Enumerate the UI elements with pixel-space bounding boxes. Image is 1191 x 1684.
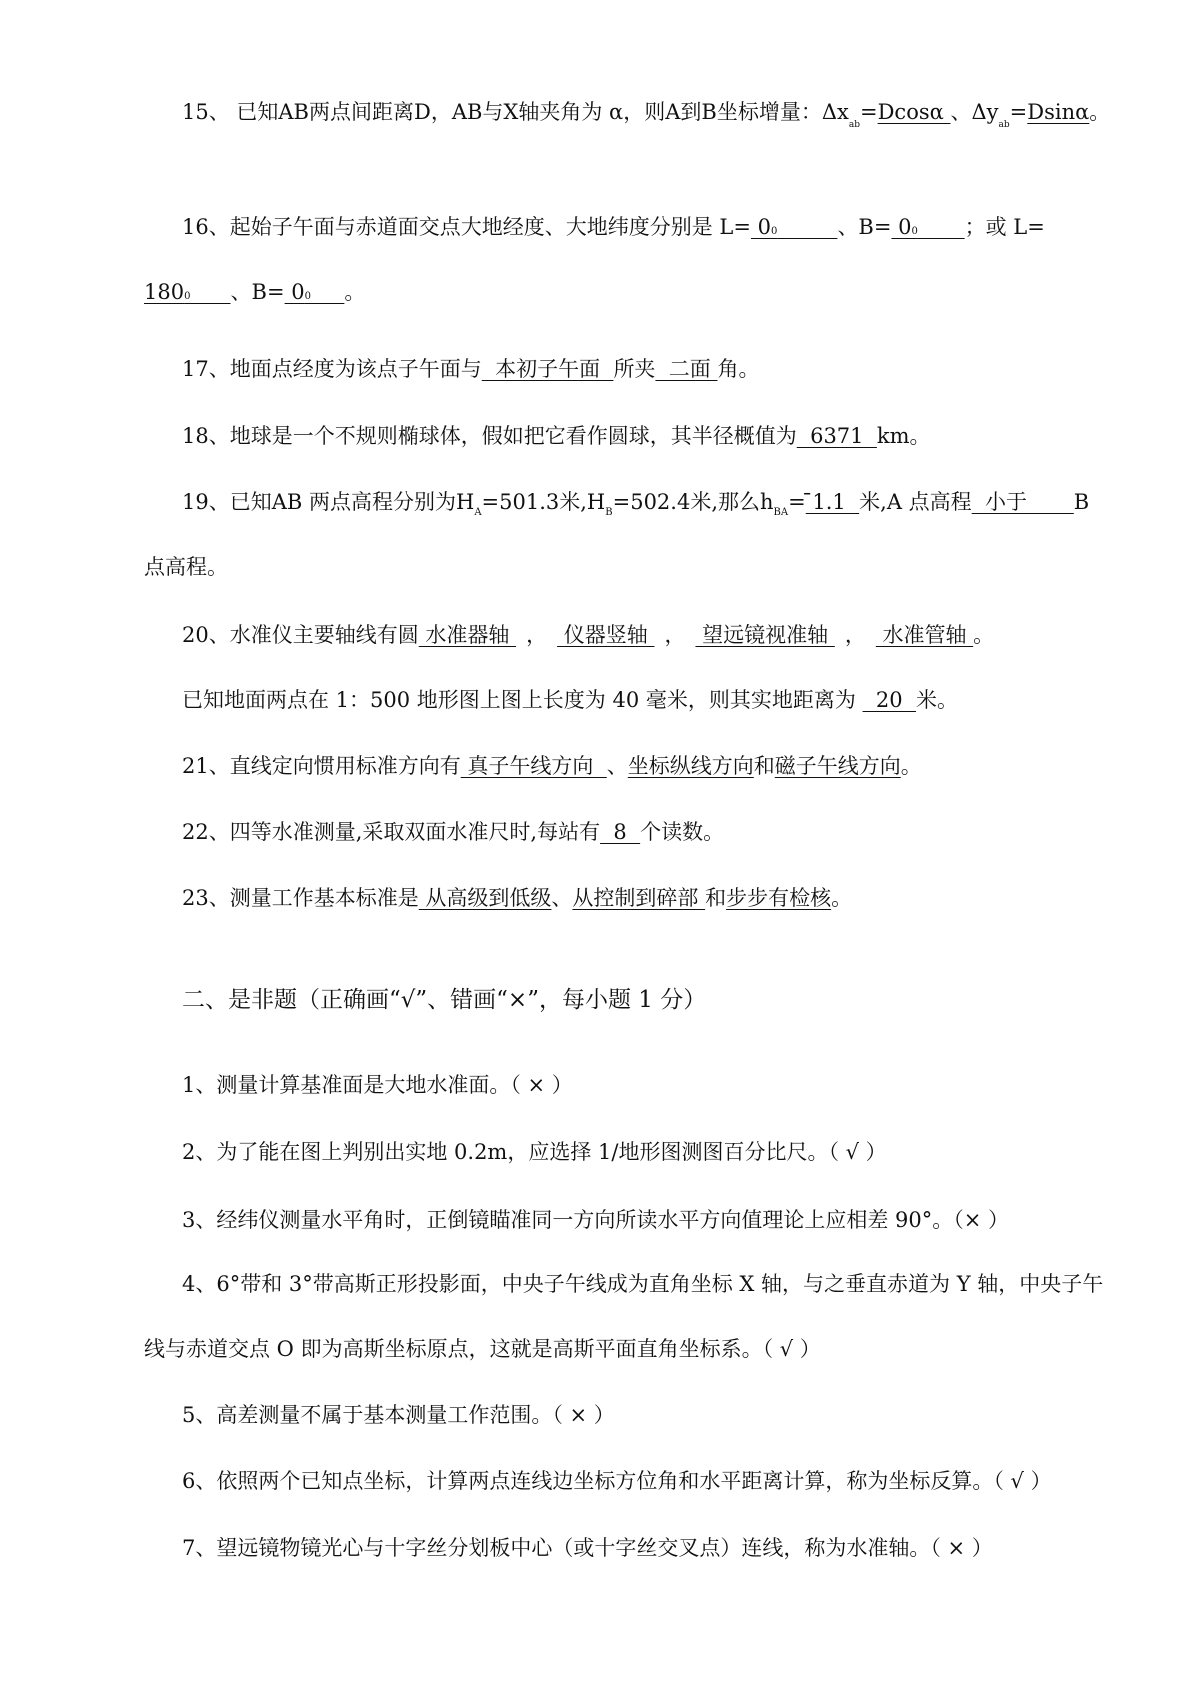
q16-text: 16、起始子午面与赤道面交点大地经度、大地纬度分别是 L= (182, 215, 751, 239)
extra-text: 已知地面两点在 1：500 地形图上图上长度为 40 毫米，则其实地距离为 (182, 688, 863, 712)
q23-mid: 和 (705, 886, 727, 910)
tf-item-4-line-1: 4、6°带和 3°带高斯正形投影面，中央子午线成为直角坐标 X 轴，与之垂直赤道为 Y 轴，中央子午 (182, 1272, 1104, 1296)
question-20 (182, 621, 994, 649)
q23-answer-3: 步步有检核 (726, 886, 832, 910)
section-2-heading: 二、是非题（正确画“√”、错画“×”，每小题 1 分） (182, 987, 707, 1013)
extra-end: 米。 (915, 688, 958, 712)
q23-answer-1: 从高级到低级 (418, 886, 552, 910)
q16-answer-l1: 00 (750, 215, 778, 239)
q17-text: 17、地面点经度为该点子午面与 (182, 357, 482, 381)
q21-end: 。 (900, 754, 922, 778)
q16-mid-2: 、B= (230, 280, 285, 304)
q19-end: B (1073, 490, 1090, 514)
extra-answer: 20 (862, 688, 916, 712)
q18-end: km。 (876, 424, 931, 448)
question-unnumbered (182, 686, 958, 714)
q19-sub-ba: BA (773, 507, 789, 518)
question-17 (182, 355, 759, 383)
q15-sub-ab-2: ab (998, 120, 1010, 130)
q20-answer-4: 水准管轴 (875, 623, 974, 647)
q19-answer-2: 小于 (971, 490, 1074, 514)
q19-sub-b: B (605, 507, 613, 518)
q19-text-a: =501.3米,H (481, 490, 606, 514)
q18-answer: 6371 (796, 424, 877, 448)
q21-answer-2: 坐标纵线方向 (627, 754, 754, 778)
q20-sep-2: ， (664, 623, 686, 647)
q16-answer-b1: 00 (891, 215, 918, 239)
q20-answer-1: 水准器轴 (418, 623, 517, 647)
q19-continuation: 点高程。 (144, 555, 228, 579)
q17-end: 角。 (717, 357, 760, 381)
q17-answer-2: 二面 (655, 357, 718, 381)
q20-answer-2: 仪器竖轴 (557, 623, 655, 647)
q19-text-b: =502.4米,那么h (612, 490, 774, 514)
tf-item-1: 1、测量计算基准面是大地水准面。（ × ） (182, 1073, 573, 1097)
q21-mid: 和 (753, 754, 775, 778)
tf-item-2: 2、为了能在图上判别出实地 0.2m，应选择 1/地形图测图百分比尺。（ √ ） (182, 1140, 887, 1164)
q15-mid: 、Δy (950, 100, 999, 124)
q23-end: 。 (831, 886, 853, 910)
q20-sep-1: ， (526, 623, 548, 647)
q21-sep: 、 (606, 754, 628, 778)
q16-end: ；或 L= (964, 215, 1045, 239)
q23-text: 23、测量工作基本标准是 (182, 886, 419, 910)
q17-mid: 所夹 (613, 357, 656, 381)
q20-text: 20、水准仪主要轴线有圆 (182, 623, 419, 647)
q15-eq-2: = (1009, 100, 1028, 124)
q22-text: 22、四等水准测量,采取双面水准尺时,每站有 (182, 820, 601, 844)
q19-answer-1: ̄1.1 (805, 490, 860, 514)
tf-item-6: 6、依照两个已知点坐标，计算两点连线边坐标方位角和水平距离计算，称为坐标反算。（ √ ） (182, 1469, 1052, 1493)
q15-eq-1: = (859, 100, 878, 124)
q18-text: 18、地球是一个不规则椭球体，假如把它看作圆球，其半径概值为 (182, 424, 797, 448)
q19-sub-a: A (474, 507, 482, 518)
q15-text: 15、 已知AB两点间距离D，AB与X轴夹角为 α，则A到B坐标增量：Δx (182, 100, 849, 124)
q15-answer-dx: Dcosα (877, 100, 951, 124)
q20-answer-3: 望远镜视准轴 (695, 623, 835, 647)
tf-item-3: 3、经纬仪测量水平角时，正倒镜瞄准同一方向所读水平方向值理论上应相差 90°。（× ） (182, 1208, 1010, 1232)
q21-answer-1: 真子午线方向 (460, 754, 607, 778)
q20-sep-3: ， (844, 623, 866, 647)
tf-item-5: 5、高差测量不属于基本测量工作范围。（ × ） (182, 1403, 615, 1427)
q15-answer-dy: Dsinα (1027, 100, 1090, 124)
q16-answer-b2: 00 (284, 280, 311, 304)
q15-sub-ab-1: ab (848, 120, 860, 130)
question-16-line-1 (182, 213, 1045, 246)
q20-end: 。 (973, 623, 995, 647)
question-23 (182, 884, 852, 912)
q15-end: 。 (1089, 100, 1111, 124)
q22-end: 个读数。 (640, 820, 725, 844)
question-21 (182, 752, 922, 780)
question-16-line-2 (144, 278, 365, 311)
question-15 (182, 98, 1110, 139)
q19-text: 19、已知AB 两点高程分别为H (182, 490, 475, 514)
question-22 (182, 818, 724, 846)
q19-eq: = (788, 490, 806, 514)
q23-sep: 、 (551, 886, 573, 910)
q23-answer-2: 从控制到碎部 (572, 886, 706, 910)
q16-mid: 、B= (837, 215, 892, 239)
q16-end-2: 。 (344, 280, 366, 304)
q22-answer: 8 (600, 820, 641, 844)
question-19-line-2 (144, 553, 228, 581)
q17-answer-1: 本初子午面 (481, 357, 614, 381)
q21-text: 21、直线定向惯用标准方向有 (182, 754, 461, 778)
q16-answer-l2: 1800 (144, 280, 191, 304)
q19-mid: 米,A 点高程 (859, 490, 972, 514)
q21-answer-3: 磁子午线方向 (774, 754, 901, 778)
question-18 (182, 422, 931, 450)
tf-item-4-line-2: 线与赤道交点 O 即为高斯坐标原点，这就是高斯平面直角坐标系。（ √ ） (144, 1337, 821, 1361)
tf-item-7: 7、望远镜物镜光心与十字丝分划板中心（或十字丝交叉点）连线，称为水准轴。（ × ） (182, 1536, 993, 1560)
question-19-line-1 (182, 488, 1089, 527)
